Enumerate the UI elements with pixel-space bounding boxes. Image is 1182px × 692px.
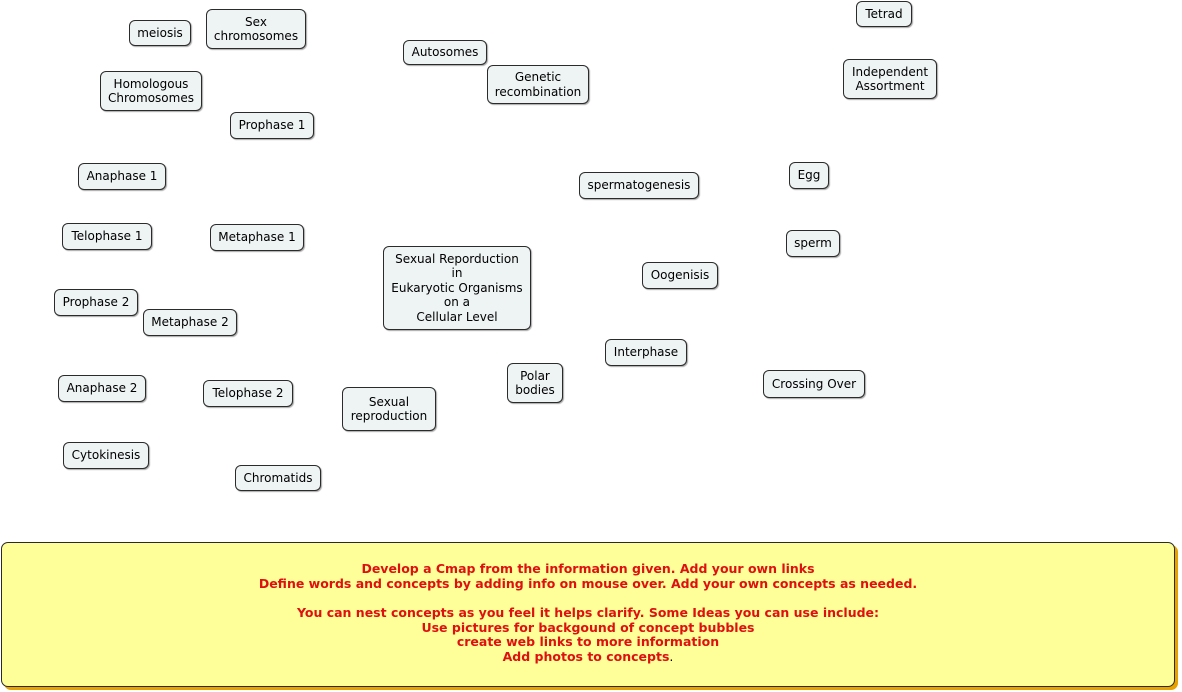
instruction-line-6 xyxy=(2,650,1174,665)
instructions-note[interactable] xyxy=(1,542,1175,687)
concept-prophase-1[interactable]: Prophase 1 xyxy=(230,112,314,139)
concept-cytokinesis[interactable]: Cytokinesis xyxy=(63,442,149,469)
instruction-line-3: You can nest concepts as you feel it helps clarify. Some Ideas you can use include: xyxy=(296,605,880,620)
concept-metaphase-2[interactable]: Metaphase 2 xyxy=(143,309,237,336)
instruction-line-2: Define words and concepts by adding info on mouse over. Add your own concepts as needed. xyxy=(258,575,918,591)
concept-interphase[interactable]: Interphase xyxy=(605,339,687,366)
concept-meiosis[interactable]: meiosis xyxy=(129,20,191,46)
concept-sperm[interactable]: sperm xyxy=(786,230,840,257)
concept-tetrad[interactable]: Tetrad xyxy=(856,1,912,27)
instruction-line-1: Develop a Cmap from the information given. Add your own links xyxy=(361,561,815,576)
instruction-line-4: Use pictures for backgound of concept bubbles xyxy=(421,619,755,635)
concept-egg[interactable]: Egg xyxy=(789,162,829,189)
concept-homologous-chromosomes[interactable]: Homologous Chromosomes xyxy=(100,71,202,111)
concept-spermatogenesis[interactable]: spermatogenesis xyxy=(579,172,699,199)
concept-telophase-1[interactable]: Telophase 1 xyxy=(62,223,152,250)
concept-chromatids[interactable]: Chromatids xyxy=(235,465,321,491)
concept-crossing-over[interactable]: Crossing Over xyxy=(763,370,865,398)
concept-polar-bodies[interactable]: Polar bodies xyxy=(507,363,563,403)
concept-independent-assortment[interactable]: Independent Assortment xyxy=(843,59,937,99)
concept-anaphase-2[interactable]: Anaphase 2 xyxy=(58,375,146,402)
concept-sex-chromosomes[interactable]: Sex chromosomes xyxy=(206,9,306,49)
instruction-line-5: create web links to more information xyxy=(456,634,720,649)
concept-anaphase-1[interactable]: Anaphase 1 xyxy=(78,163,166,190)
concept-metaphase-1[interactable]: Metaphase 1 xyxy=(210,224,304,251)
instruction-line-6-text: Add photos to concepts xyxy=(502,648,670,664)
instruction-spacer xyxy=(2,591,1174,606)
instruction-line-6-period: . xyxy=(669,648,674,664)
concept-genetic-recombination[interactable]: Genetic recombination xyxy=(487,65,589,104)
concept-main-sexual-reproduction-cellular[interactable]: Sexual Reporduction in Eukaryotic Organisms on a Cellular Level xyxy=(383,246,531,330)
concept-autosomes[interactable]: Autosomes xyxy=(403,40,487,65)
concept-telophase-2[interactable]: Telophase 2 xyxy=(203,380,293,407)
concept-oogenisis[interactable]: Oogenisis xyxy=(642,262,718,289)
concept-sexual-reproduction[interactable]: Sexual reproduction xyxy=(342,387,436,431)
concept-prophase-2[interactable]: Prophase 2 xyxy=(54,289,138,316)
